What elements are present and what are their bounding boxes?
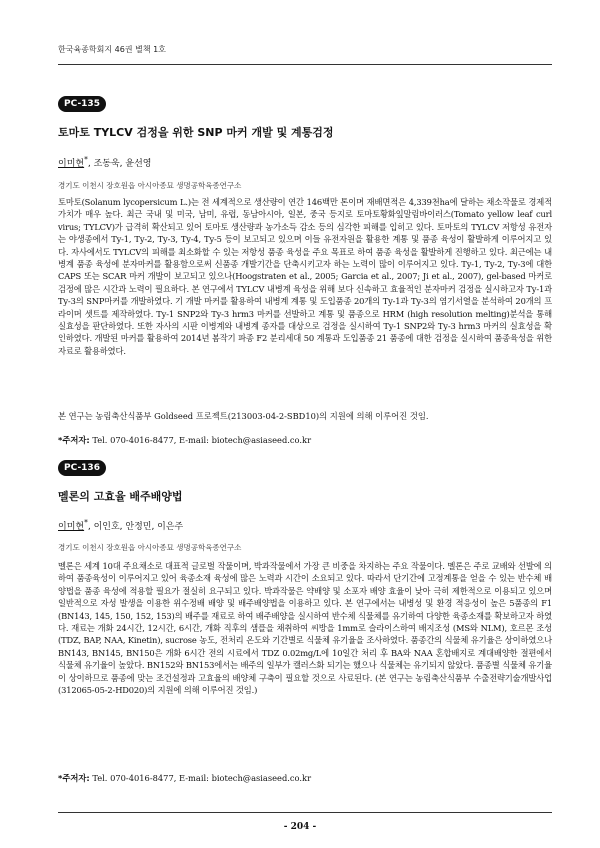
contact-info	[58, 434, 552, 446]
journal-header: 한국육종학회지 46권 별책 1호	[58, 45, 166, 54]
author-list	[58, 518, 183, 532]
abstract-title: 멜론의 고효율 배주배양법	[58, 490, 183, 503]
corresponding-mark: *	[84, 155, 88, 164]
affiliation: 경기도 이천시 장호원읍 아시아종묘 생명공학육종연구소	[58, 543, 242, 552]
lead-author: 이미현	[58, 522, 85, 532]
contact-label: *주저자:	[58, 435, 90, 445]
abstract-title: 토마토 TYLCV 검정을 위한 SNP 마커 개발 및 계통검정	[58, 126, 334, 139]
author-list	[58, 155, 151, 169]
lead-author: 이미현	[58, 159, 85, 169]
contact-info	[58, 772, 552, 784]
contact-label: *주저자:	[58, 773, 90, 783]
contact-details: Tel. 070-4016-8477, E-mail: biotech@asiaseed.co.kr	[92, 773, 312, 783]
footer-rule	[58, 812, 552, 813]
abstract-code-badge: PC-135	[58, 96, 106, 112]
co-authors: , 조동욱, 윤선영	[87, 159, 152, 169]
abstract-body: 멜론은 세계 10대 주요채소로 대표적 글로벌 작물이며, 박과작물에서 가장 큰 비중을 차지하는 주요 작물이다. 멜론은 주로 교배와 선발에 의하여 품종육성이 이루어지고 있어 육종소재 육성에 많은 노력과 시간이 소요되고 있다. 따라서 단기간에 고정계통을 얻을 수 있는 반수체 배양법을 품종 육성에 적용할 필요가 절실히 요구되고 있다. 박과작물은 약배양 및 소포자 배양 효율이 낮아 극히 제한적으로 이용되고 있으며 일반적으로 자성 발생을 이용한 위수정배 배양 및 배주배양법을 이용하고 있다. 본 연구에서는 내병성 및 환경 적응성이 높은 5품종의 F1 (BN143, 145, 150, 152, 153)의 배주를 재료로 하여 배주배양을 실시하여 반수체 식물체를 유기하여 다양한 육종소재를 확보하고자 하였다. 재료는 개화 24시간, 12시간, 6시간, 개화 직후의 샘플을 채취하여 씨방을 1mm로 슬라이스하여 배지조성 (MS와 NLM), 호르몬 조성(TDZ, BAP, NAA, Kinetin), sucrose 농도, 전처리 온도와 기간별로 식물체 유기율을 조사하였다. 품종간의 식물체 유기율은 상이하였으나 BN143, BN145, BN150은 개화 6시간 전의 시료에서 TDZ 0.02mg/L에 10일간 처리 후 BA와 NAA 혼합배지로 계대배양한 절편에서 식물체 유기율이 높았다. BN152와 BN153에서는 배주의 일부가 캘러스화 되기는 했으나 식물체는 유기되지 않았다. 품종별 식물체 유기율이 상이하므로 품종에 맞는 조건설정과 고효율의 배양체 구축이 필요할 것으로 사료된다. (본 연구는 농림축산식품부 수출전략기술개발사업(312065-05-2-HD020)의 지원에 의해 이루어진 것임.)	[58, 561, 552, 696]
co-authors: , 이인호, 안정민, 이은주	[87, 522, 184, 532]
corresponding-mark: *	[84, 518, 88, 527]
abstract-body: 토마토(Solanum lycopersicum L.)는 전 세계적으로 생산량이 연간 146백만 톤이며 재배면적은 4,339천ha에 달하는 채소작물로 경제적 가치가 매우 높다. 최근 국내 및 미국, 남미, 유럽, 동남아시아, 일본, 중국 등지로 토마토황화잎말림바이러스(Tomato yellow leaf curl virus; TYLCV)가 급격히 확산되고 있어 토마토 생산량과 농가소득 감소 등의 심각한 피해를 입히고 있다. 토마토의 TYLCV 저항성 유전자는 야생종에서 Ty-1, Ty-2, Ty-3, Ty-4, Ty-5 등이 보고되고 있으며 이들 유전자원을 활용한 계통 및 품종 육성이 활발하게 이루어지고 있다. 자사에서도 TYLCV의 피해를 최소화할 수 있는 저항성 품종 육성을 주요 목표로 하여 품종 육성을 활발하게 진행하고 있다. 최근에는 내병계 품종 육성에 분자마커를 활용함으로써 신품종 개발기간을 단축시키고자 하는 노력이 많이 이루어지고 있다. Ty-1, Ty-2, Ty-3에 대한 CAPS 또는 SCAR 마커 개발이 보고되고 있으나(Hoogstraten et al., 2005; Garcia et al., 2007; Ji et al., 2007), gel-based 마커로 검정에 많은 시간과 노력이 필요하다. 본 연구에서 TYLCV 내병계 육성을 위해 보다 신속하고 효율적인 분자마커 검정을 실시하고자 Ty-1과 Ty-3의 SNP마커를 개발하였다. 기 개발 마커를 활용하여 내병계 계통 및 도입품종 20개의 Ty-1과 Ty-3의 염기서열을 분석하여 20개의 프라이머 셋트를 제작하였다. Ty-1 SNP2와 Ty-3 hrm3 마커를 선발하고 계통 및 품종으로 HRM (high resolution melting)분석을 통해 실효성을 판단하였다. 또한 자사의 시판 이병계와 내병계 종자를 대상으로 검정을 실시하여 Ty-1 SNP2와 Ty-3 hrm3 마커의 실효성을 확인하였다. 개발된 마커를 활용하여 2014년 봄작기 파종 F2 분리세대 50 계통과 도입품종 21 품종에 대한 검정을 실시하여 품종육성을 위한 자료로 활용하였다.	[58, 197, 552, 356]
page-number: - 204 -	[283, 822, 317, 832]
header-rule	[58, 64, 552, 65]
abstract-code-badge: PC-136	[58, 460, 106, 476]
acknowledgement: 본 연구는 농림축산식품부 Goldseed 프로젝트(213003-04-2-SBD10)의 지원에 의해 이루어진 것임.	[58, 411, 429, 421]
contact-details: Tel. 070-4016-8477, E-mail: biotech@asiaseed.co.kr	[92, 435, 312, 445]
affiliation: 경기도 이천시 장호원읍 아시아종묘 생명공학육종연구소	[58, 181, 242, 190]
